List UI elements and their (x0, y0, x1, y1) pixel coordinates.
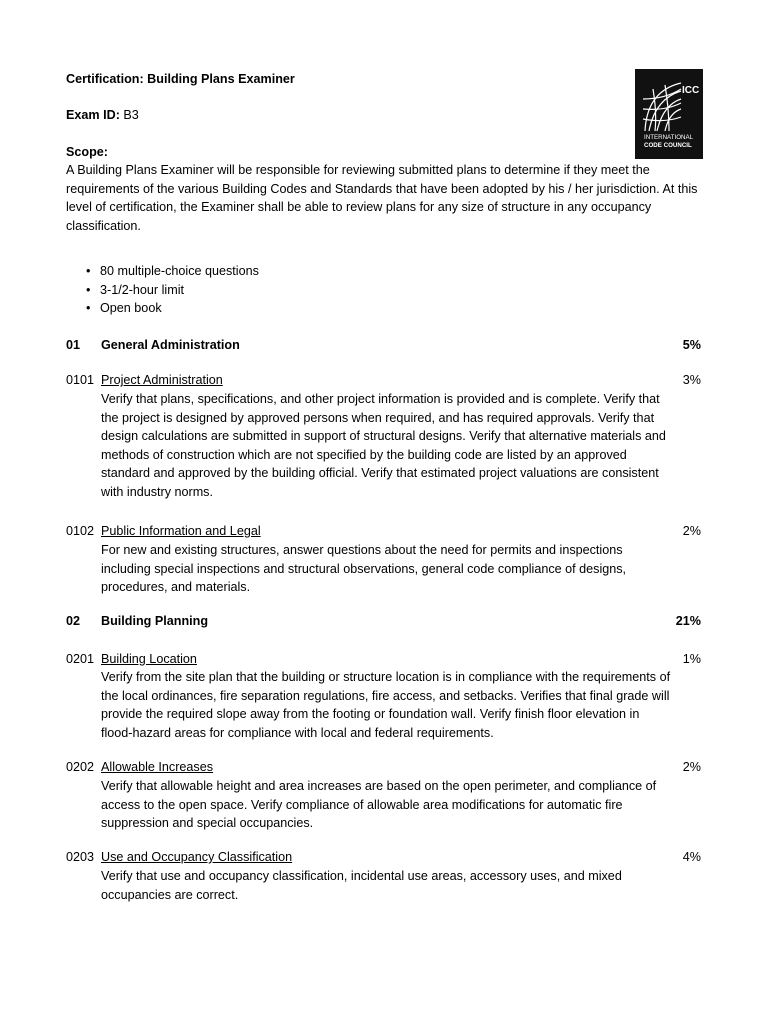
subsection-description: Verify that allowable height and area increases are based on the open perimeter, and compliance of access to the open space. Verify compliance of allowable area modifications for automatic fire suppression and special occupancies. (101, 779, 657, 831)
section-title: Building Planning (101, 614, 209, 628)
section-percent: 21% (675, 614, 701, 628)
logo-line1: INTERNATIONAL (644, 134, 694, 141)
list-item: • Open book (86, 299, 259, 318)
icc-logo (635, 69, 703, 159)
list-item: • 80 multiple-choice questions (86, 262, 259, 281)
subsection-title: Allowable Increases (101, 760, 214, 774)
subsection-percent: 4% (682, 850, 701, 864)
globe-grid-icon (635, 69, 703, 159)
subsection-description: Verify that use and occupancy classification, incidental use areas, accessory uses, and mixed occupancies are correct. (101, 869, 622, 902)
certification-value: Building Plans Examiner (147, 72, 295, 86)
subsection-code: 0202 (66, 760, 95, 774)
exam-id-label: Exam ID: (66, 108, 120, 122)
exam-id-line (66, 106, 139, 125)
subsection-code: 0102 (66, 524, 95, 538)
subsection-code: 0203 (66, 850, 95, 864)
logo-line2: CODE COUNCIL (644, 142, 692, 149)
subsection-title: Public Information and Legal (101, 524, 261, 538)
subsection-description: Verify that plans, specifications, and other project information is provided and is complete. Verify that the project is designed by approved persons when required, and has required approvals. Verify that design calculations are submitted in support of structural designs. Verify that alternative materials and methods of construction which are not specified by the building code are listed by an approved standard and approved by the building official. Verify that estimated project valuations are consistent with industry norms. (101, 392, 666, 499)
subsection-title: Project Administration (101, 373, 223, 387)
section-title: General Administration (101, 338, 240, 352)
exam-id-value: B3 (123, 108, 139, 122)
exam-facts-list (86, 262, 259, 318)
subsection-title: Building Location (101, 652, 197, 666)
subsection-code: 0101 (66, 373, 95, 387)
subsection-description: For new and existing structures, answer questions about the need for permits and inspections including special inspections and structural observations, general code compliance of designs, procedures, and materials. (101, 543, 627, 595)
subsection-percent: 3% (682, 373, 701, 387)
scope-label: Scope: (66, 145, 108, 159)
certification-label: Certification: (66, 72, 144, 86)
list-item: • 3-1/2-hour limit (86, 281, 259, 300)
subsection-percent: 1% (682, 652, 701, 666)
scope-text: A Building Plans Examiner will be responsible for reviewing submitted plans to determine if they meet the requirements of the various Building Codes and Standards that have been adopted by his / her jurisdiction. At this level of certification, the Examiner shall be able to review plans for any size of structure in any occupancy classification. (66, 163, 698, 233)
logo-acronym: ICC (682, 85, 700, 96)
subsection-percent: 2% (682, 760, 701, 774)
subsection-description: Verify from the site plan that the building or structure location is in compliance with the requirements of the local ordinances, fire separation regulations, fire access, and setbacks. Verifies that final grade will provide the required slope away from the footing or foundation wall. Verify finish floor elevation in flood-hazard areas for compliance with local and federal requirements. (101, 670, 671, 740)
certification-line (66, 70, 295, 89)
section-number: 01 (66, 338, 81, 352)
subsection-title: Use and Occupancy Classification (101, 850, 293, 864)
section-percent: 5% (682, 338, 701, 352)
subsection-code: 0201 (66, 652, 95, 666)
subsection-percent: 2% (682, 524, 701, 538)
section-number: 02 (66, 614, 81, 628)
